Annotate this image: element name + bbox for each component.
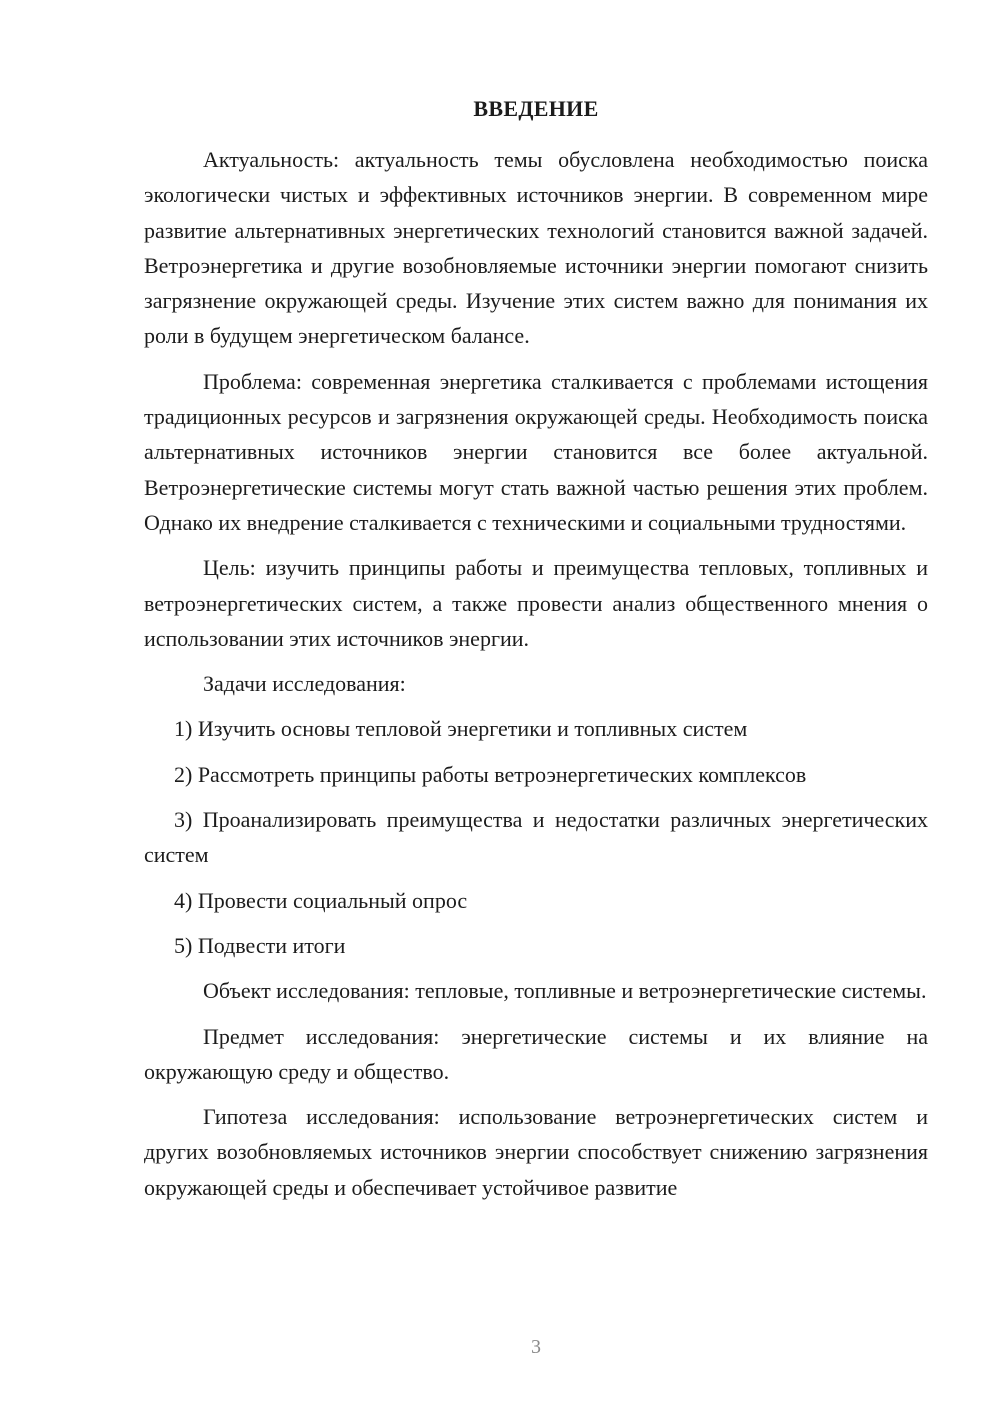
paragraph-subject: Предмет исследования: энергетические системы и их влияние на окружающую среду и общество. xyxy=(144,1023,928,1084)
document-body xyxy=(144,142,928,1215)
paragraph-problem: Проблема: современная энергетика сталкивается с проблемами истощения традиционных ресурсов и загрязнения окружающей среды. Необходимость поиска альтернативных источников энергии становится все более актуальной. Ветроэнергетические системы могут стать важной частью решения этих проблем. Однако их внедрение сталкивается с техническими и социальными трудностями. xyxy=(144,368,928,535)
task-item-2: 2) Рассмотреть принципы работы ветроэнергетических комплексов xyxy=(174,761,807,787)
paragraph-tasks-heading: Задачи исследования: xyxy=(203,671,406,697)
task-item-3: 3) Проанализировать преимущества и недостатки различных энергетических систем xyxy=(144,807,928,868)
paragraph-hypothesis: Гипотеза исследования: использование ветроэнергетических систем и других возобновляемых источников энергии способствует снижению загрязнения окружающей среды и обеспечивает устойчивое развитие xyxy=(144,1104,928,1200)
section-title: ВВЕДЕНИЕ xyxy=(473,96,599,121)
task-item-5: 5) Подвести итоги xyxy=(174,932,346,958)
task-item-4: 4) Провести социальный опрос xyxy=(174,887,468,913)
page-number: 3 xyxy=(531,1336,541,1358)
paragraph-object: Объект исследования: тепловые, топливные и ветроэнергетические системы. xyxy=(203,978,927,1004)
task-item-1: 1) Изучить основы тепловой энергетики и топливных систем xyxy=(174,716,748,742)
paragraph-relevance: Актуальность: актуальность темы обусловлена необходимостью поиска экологически чистых и эффективных источников энергии. В современном мире развитие альтернативных энергетических технологий становится важной задачей. Ветроэнергетика и другие возобновляемые источники энергии помогают снизить загрязнение окружающей среды. Изучение этих систем важно для понимания их роли в будущем энергетическом балансе. xyxy=(144,147,928,349)
paragraph-goal: Цель: изучить принципы работы и преимущества тепловых, топливных и ветроэнергетических систем, а также провести анализ общественного мнения о использовании этих источников энергии. xyxy=(144,555,928,651)
